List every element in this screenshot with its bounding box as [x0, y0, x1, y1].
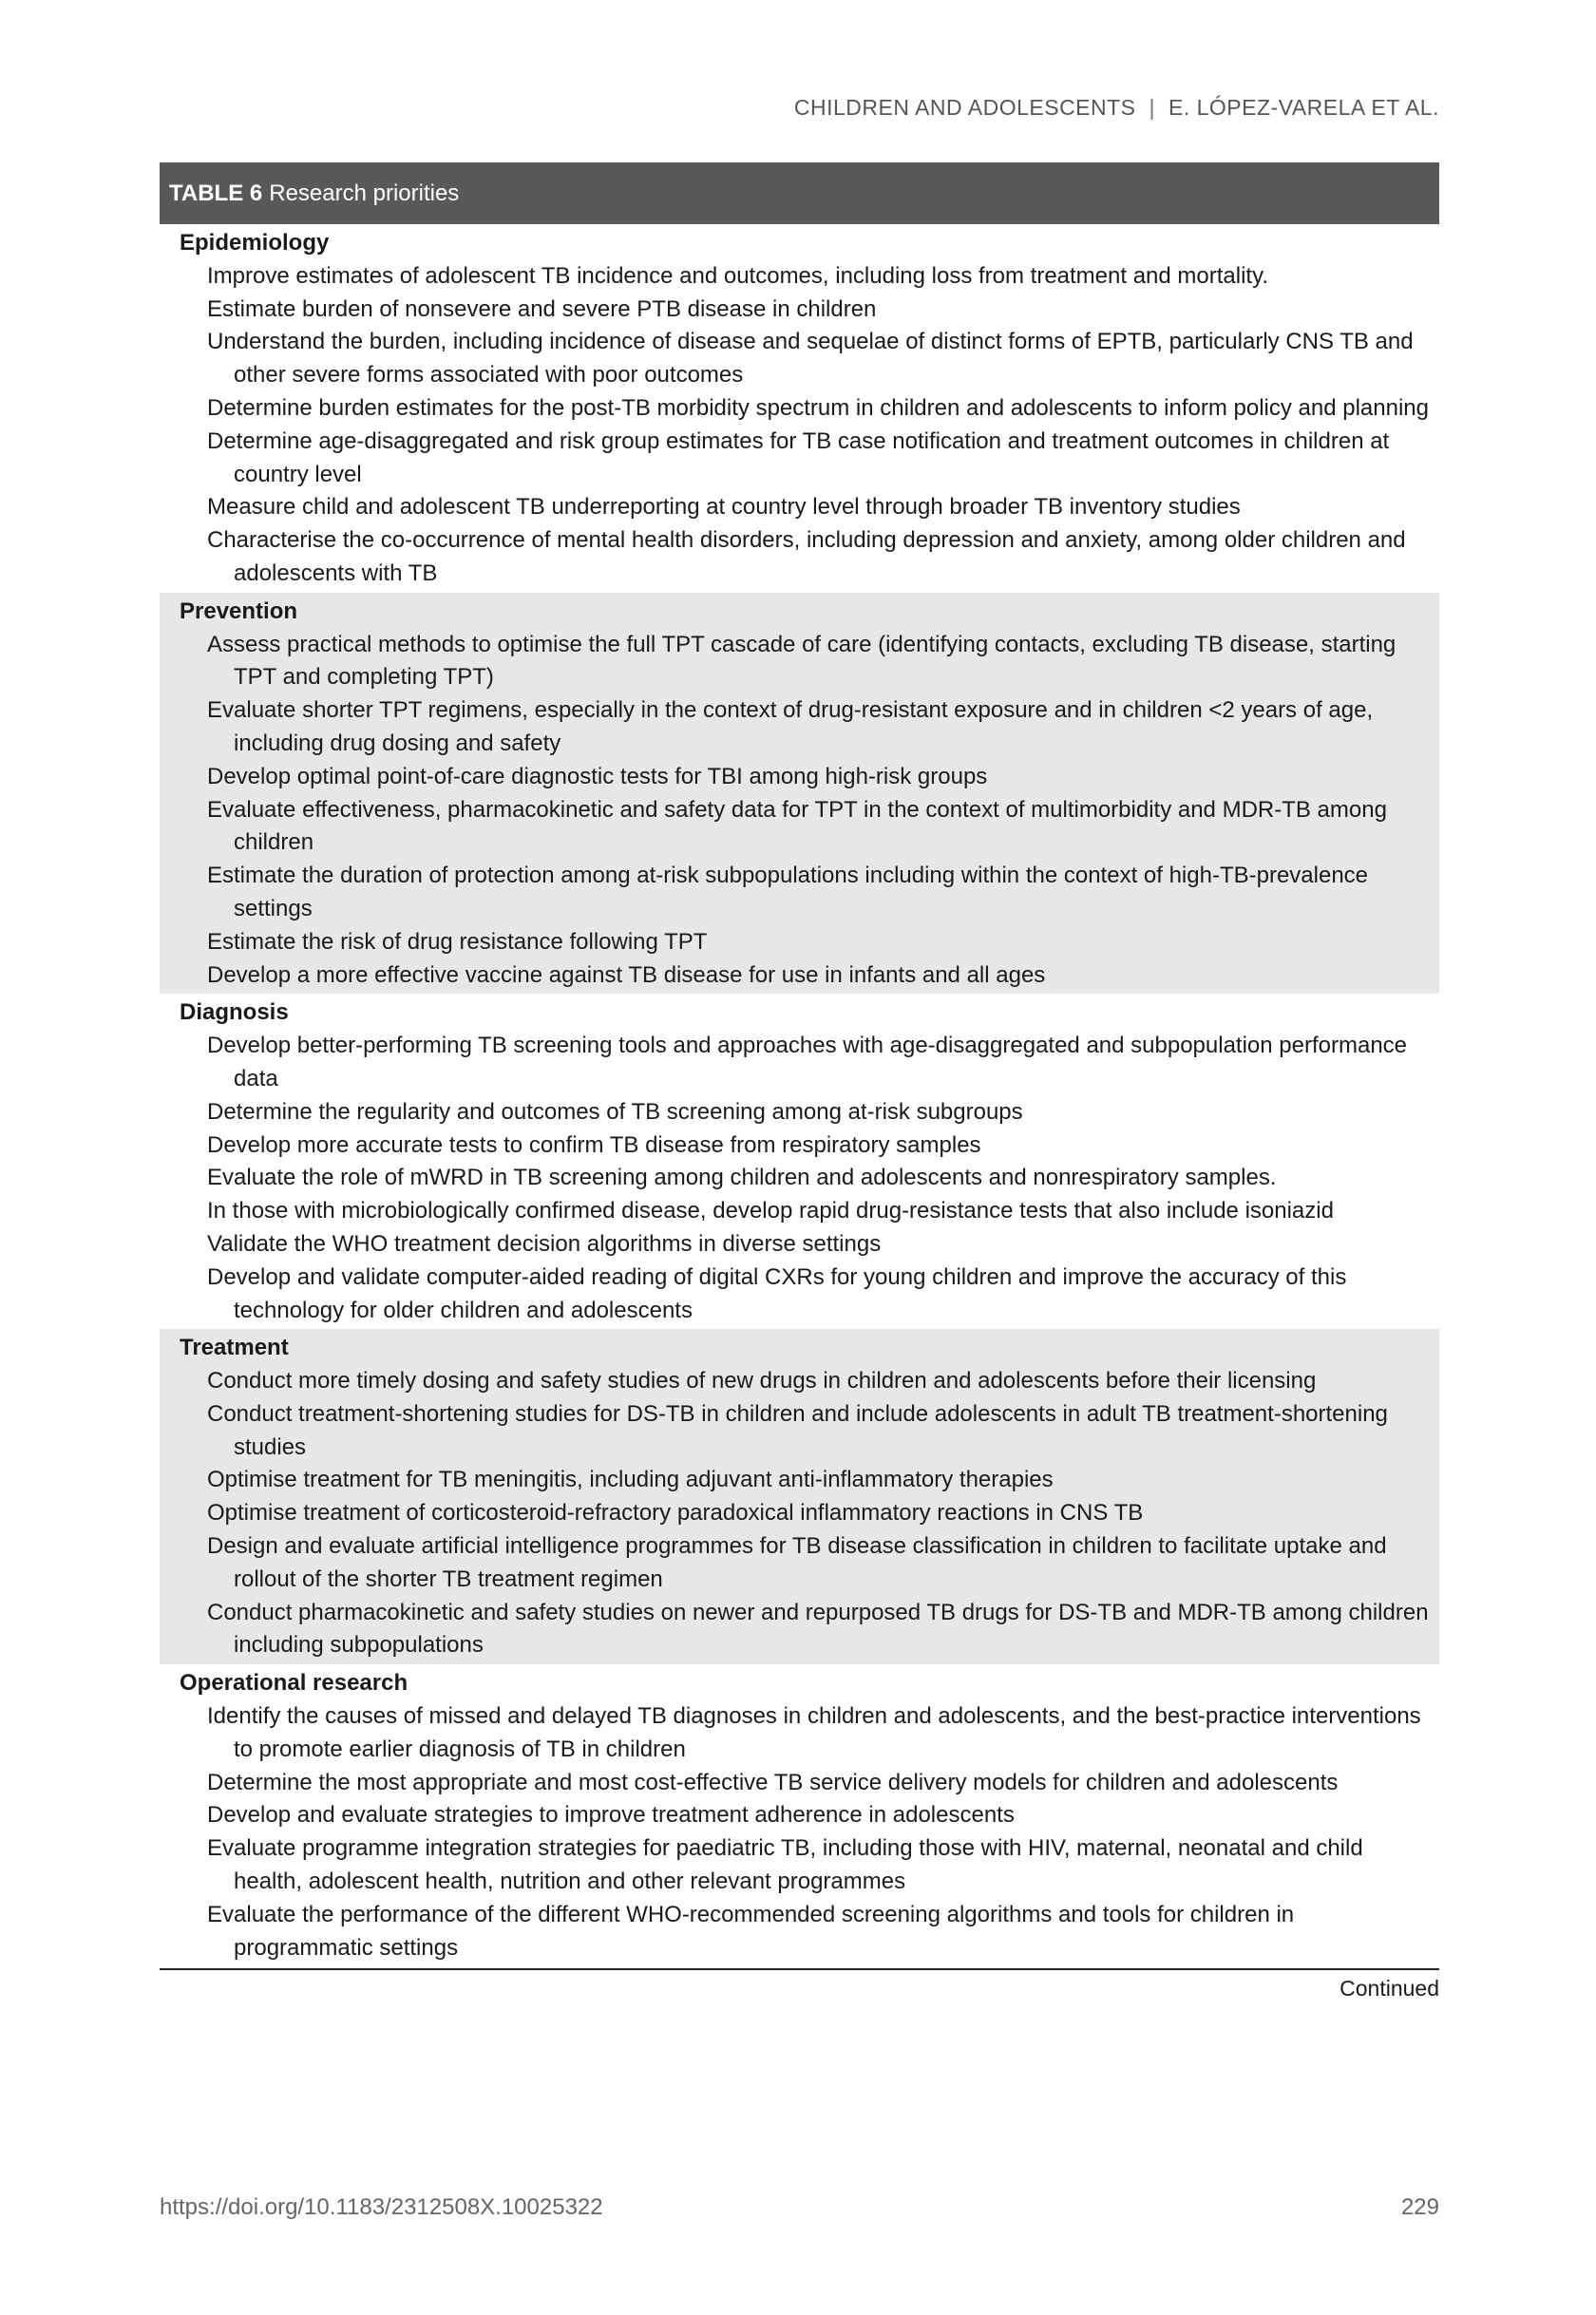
priority-item: In those with microbiologically confirmed disease, develop rapid drug-resistance tests that also include isoniazid	[207, 1198, 1334, 1224]
priority-item: Develop and evaluate strategies to improve treatment adherence in adolescents	[207, 1802, 1015, 1829]
table-body	[160, 224, 1439, 1966]
header-section: CHILDREN AND ADOLESCENTS	[793, 95, 1136, 120]
table-bottom-rule	[160, 1968, 1439, 1970]
priority-item: Determine the most appropriate and most cost-effective TB service delivery models for children and adolescents	[207, 1769, 1339, 1795]
priority-item: Conduct treatment-shortening studies for DS-TB in children and include adolescents in adult TB treatment-shortening studies	[207, 1400, 1388, 1460]
priority-item: Develop and validate computer-aided reading of digital CXRs for young children and improve the accuracy of this technology for older children and adolescents	[207, 1263, 1347, 1323]
footer-doi: https://doi.org/10.1183/2312508X.10025322	[160, 2194, 603, 2220]
priority-item: Estimate burden of nonsevere and severe PTB disease in children	[207, 295, 877, 322]
priority-item: Optimise treatment for TB meningitis, including adjuvant anti-inflammatory therapies	[207, 1467, 1054, 1493]
priority-item: Design and evaluate artificial intelligence programmes for TB disease classification in children to facilitate uptake and rollout of the shorter TB treatment regimen	[207, 1533, 1387, 1592]
priority-item: Develop optimal point-of-care diagnostic tests for TBI among high-risk groups	[207, 763, 988, 789]
priority-item: Develop a more effective vaccine against TB disease for use in infants and all ages	[207, 961, 1046, 988]
table-section-diagnosis	[160, 994, 1439, 1329]
section-heading: Epidemiology	[180, 230, 330, 256]
priority-item: Conduct pharmacokinetic and safety studies on newer and repurposed TB drugs for DS-TB and MDR-TB among children including subpopulations	[207, 1599, 1429, 1659]
research-priorities-table	[160, 162, 1439, 2002]
priority-item: Conduct more timely dosing and safety studies of new drugs in children and adolescents before their licensing	[207, 1368, 1317, 1395]
priority-item: Determine burden estimates for the post-TB morbidity spectrum in children and adolescents to inform policy and planning	[207, 394, 1429, 421]
header-separator: |	[1149, 95, 1155, 120]
priority-item: Determine age-disaggregated and risk group estimates for TB case notification and treatment outcomes in children at country level	[207, 427, 1390, 487]
page-number: 229	[1400, 2194, 1439, 2220]
priority-item: Estimate the duration of protection among at-risk subpopulations including within the context of high-TB-prevalence settings	[207, 863, 1369, 921]
header-authors: E. LÓPEZ-VARELA ET AL.	[1168, 95, 1439, 120]
priority-item: Determine the regularity and outcomes of TB screening among at-risk subgroups	[207, 1098, 1023, 1125]
section-heading: Operational research	[180, 1670, 408, 1697]
priority-item: Develop better-performing TB screening tools and approaches with age-disaggregated and subpopulation performance data	[207, 1033, 1408, 1091]
table-section-prevention	[160, 593, 1439, 995]
section-heading: Prevention	[180, 598, 298, 624]
priority-item: Measure child and adolescent TB underreporting at country level through broader TB inventory studies	[207, 494, 1241, 521]
priority-item: Evaluate the performance of the different WHO-recommended screening algorithms and tools for children in programmatic settings	[207, 1901, 1295, 1961]
priority-item: Characterise the co-occurrence of mental health disorders, including depression and anxiety, among older children and adolescents with TB	[207, 527, 1406, 586]
priority-item: Validate the WHO treatment decision algorithms in diverse settings	[207, 1230, 882, 1257]
table-section-epidemiology	[160, 224, 1439, 593]
priority-item: Identify the causes of missed and delayed TB diagnoses in children and adolescents, and the best-practice interventions to promote earlier diagnosis of TB in children	[207, 1703, 1421, 1762]
section-heading: Diagnosis	[180, 999, 289, 1026]
table-section-treatment	[160, 1329, 1439, 1664]
priority-item: Evaluate programme integration strategies for paediatric TB, including those with HIV, maternal, neonatal and child health, adolescent health, nutrition and other relevant programmes	[207, 1835, 1363, 1895]
table-section-operational-research	[160, 1664, 1439, 1966]
priority-item: Estimate the risk of drug resistance following TPT	[207, 928, 708, 955]
priority-item: Assess practical methods to optimise the full TPT cascade of care (identifying contacts, excluding TB disease, starting TPT and completing TPT)	[207, 631, 1396, 691]
priority-item: Improve estimates of adolescent TB incidence and outcomes, including loss from treatment and mortality.	[207, 262, 1268, 289]
priority-item: Develop more accurate tests to confirm TB disease from respiratory samples	[207, 1131, 981, 1158]
priority-item: Understand the burden, including incidence of disease and sequelae of distinct forms of EPTB, particularly CNS TB and other severe forms associated with poor outcomes	[207, 329, 1414, 389]
section-heading: Treatment	[180, 1335, 289, 1361]
priority-item: Optimise treatment of corticosteroid-refractory paradoxical inflammatory reactions in CNS TB	[207, 1500, 1144, 1527]
priority-item: Evaluate shorter TPT regimens, especially in the context of drug-resistant exposure and in children <2 years of age, including drug dosing and safety	[207, 697, 1374, 756]
priority-item: Evaluate the role of mWRD in TB screening among children and adolescents and nonrespiratory samples.	[207, 1165, 1277, 1191]
table-title: Research priorities	[269, 180, 460, 206]
priority-item: Evaluate effectiveness, pharmacokinetic and safety data for TPT in the context of multimorbidity and MDR-TB among children	[207, 796, 1387, 856]
table-continued-note: Continued	[1340, 1976, 1439, 2002]
running-header	[794, 95, 1439, 121]
table-label: TABLE 6	[169, 180, 263, 206]
table-title-bar	[160, 162, 1439, 224]
